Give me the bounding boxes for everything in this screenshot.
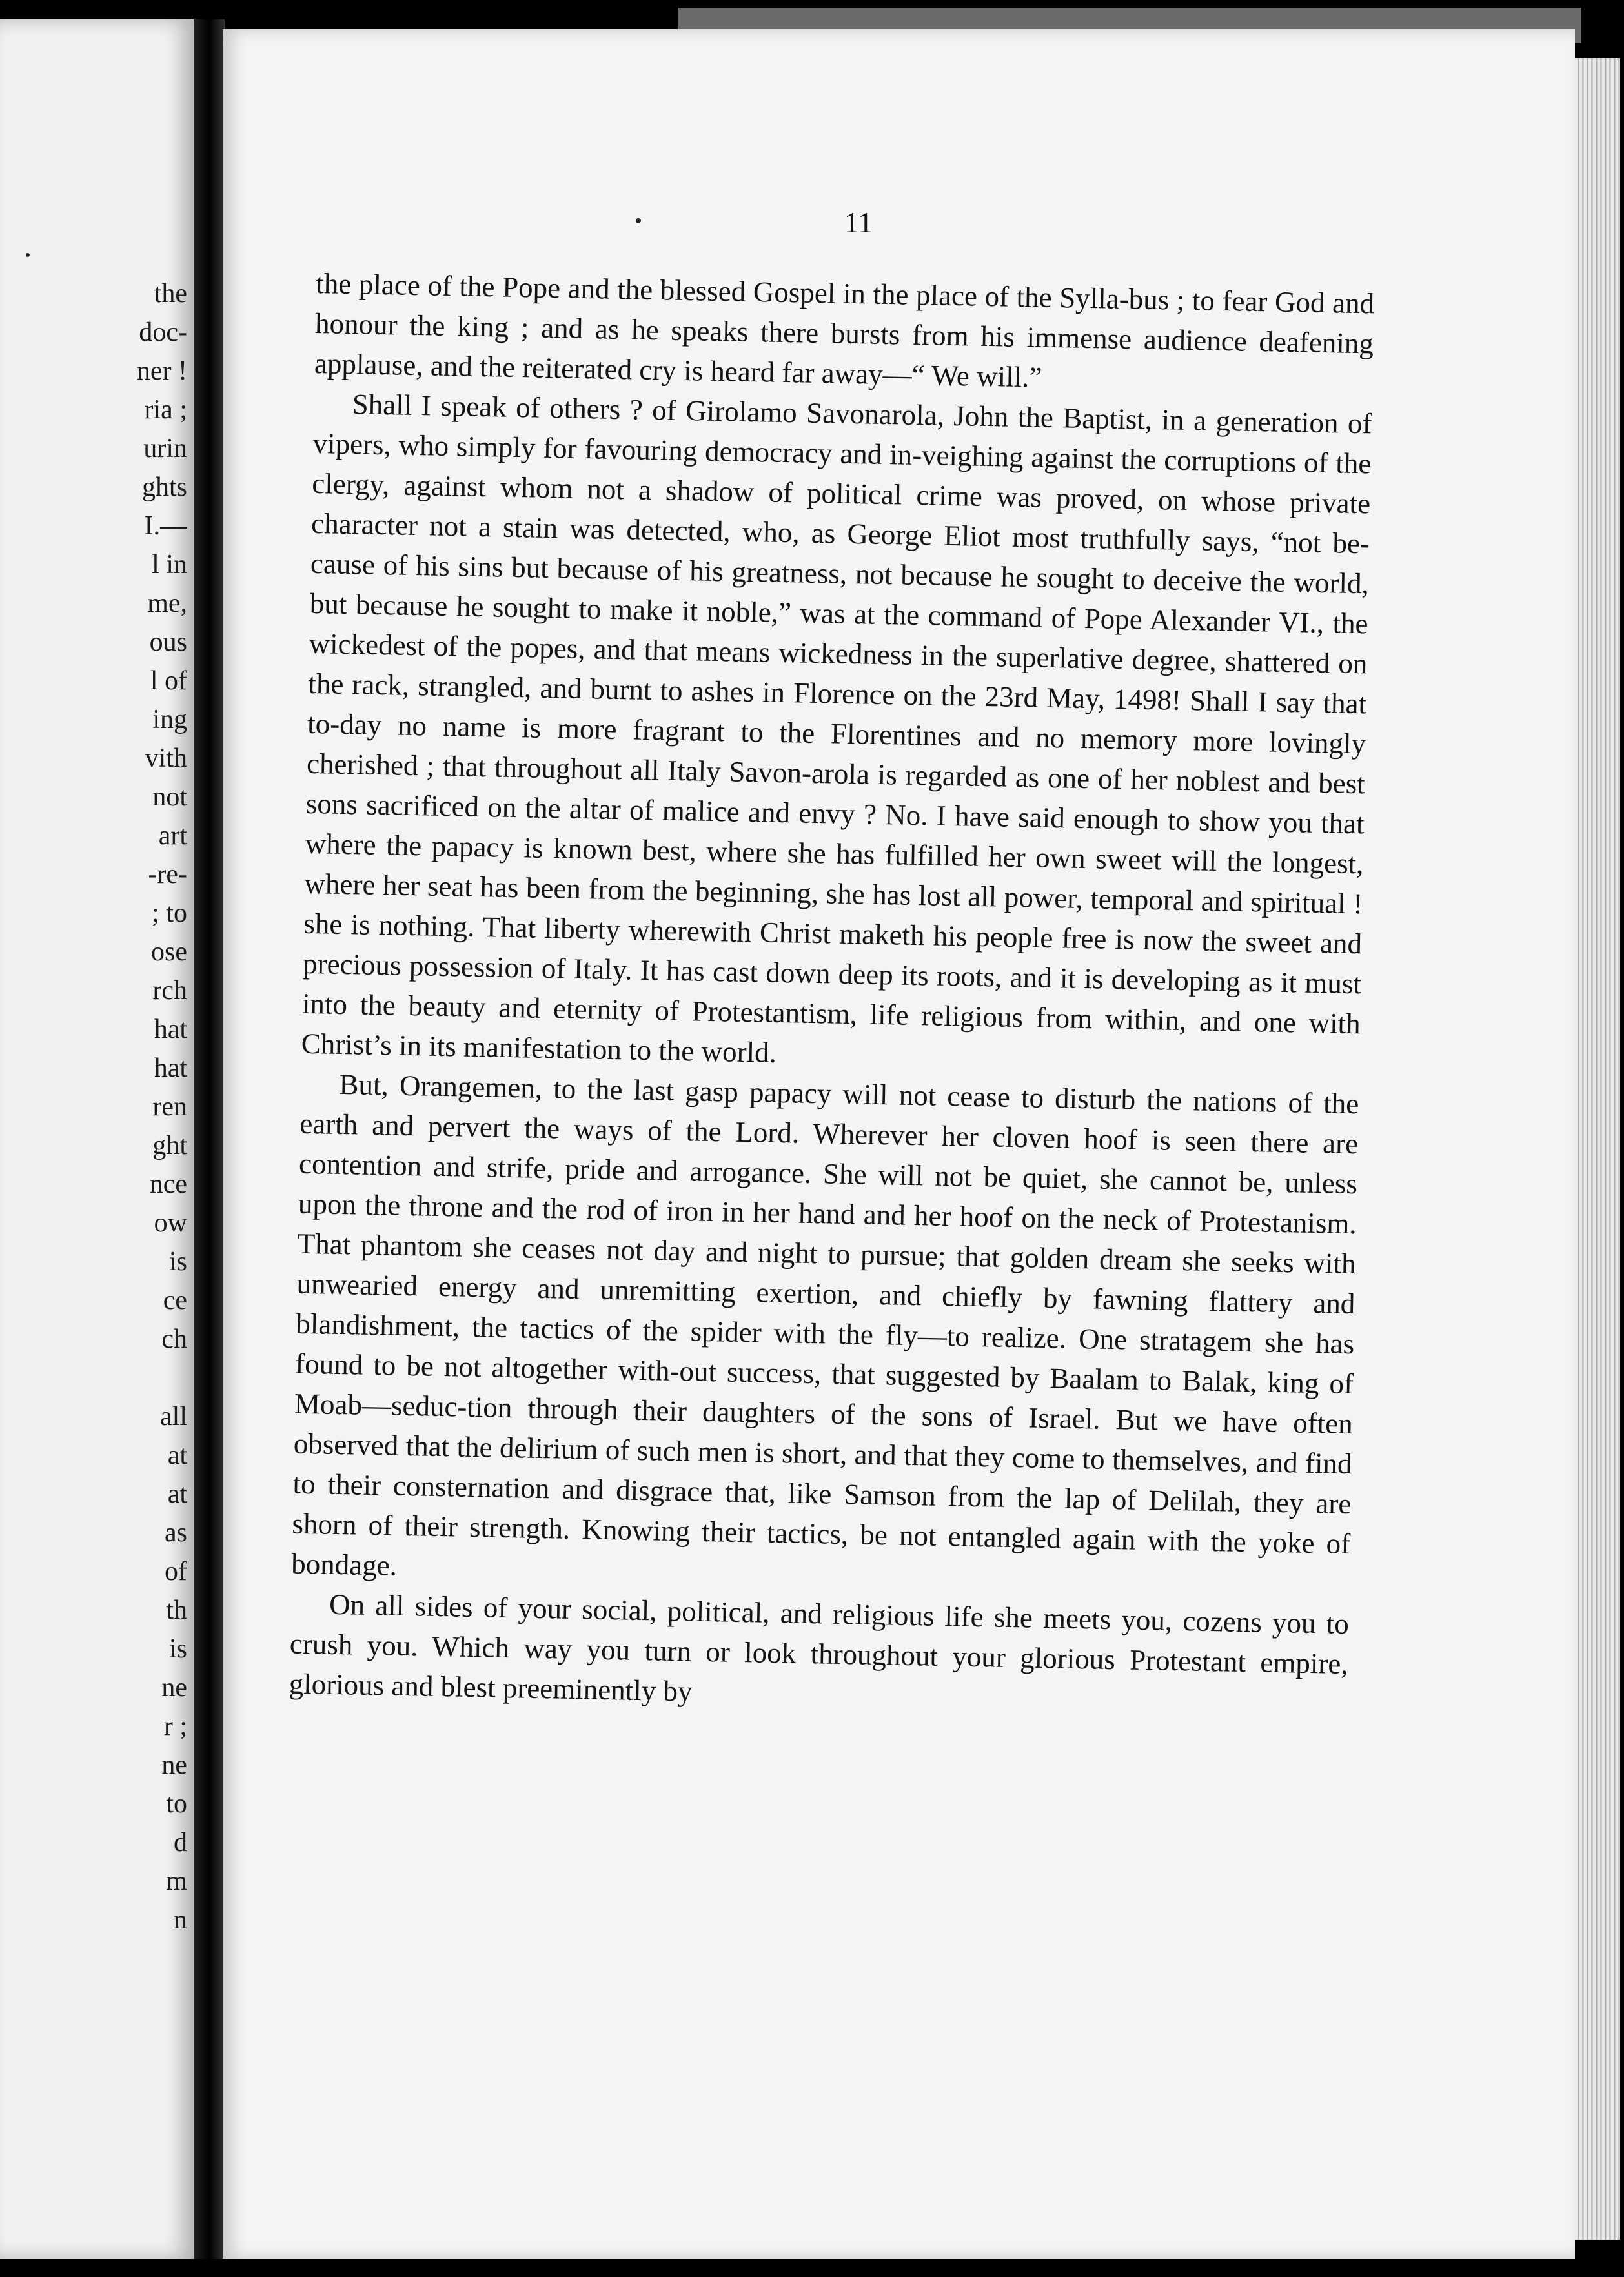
left-page-line: ous xyxy=(149,627,187,657)
left-page-line: vith xyxy=(145,744,187,773)
left-page-line: ne xyxy=(161,1750,187,1780)
left-page-line: ce xyxy=(163,1286,187,1315)
page-edges xyxy=(1575,58,1620,2240)
left-page-line: ing xyxy=(152,705,187,734)
paragraph: Shall I speak of others ? of Girolamo Savonarola, John the Baptist, in a generation of vipers, who simply for favouring democracy and in-veighing against the corruptions of the clergy, against whom not a shadow of political crime was proved, on whose private character not a stain was detected, who, as George Eliot most truthfully says, “not be-cause of his sins but because of his greatness, not because he sought to deceive the world, but because he sought to make it noble,” was at the command of Pope Alexander VI., the wickedest of the popes, and that means wickedness in the superlative degree, shattered on the rack, strangled, and burnt to ashes in Florence on the 23rd May, 1498! Shall I say that to-day no name is more fragrant to the Florentines and no memory more lovingly cherished ; that throughout all Italy Savon-arola is regarded as one of her noblest and best sons sacrificed on the altar of malice and envy ? No. I have said enough to show you that where the papacy is known best, where she has fulfilled her own sweet will the longest, where her seat has been from the beginning, she has lost all power, temporal and spiritual ! she is nothing. That liberty wherewith Christ maketh his people free is now the sweet and precious possession of Italy. It has cast down deep its roots, and it is developing as it must into the beauty and eternity of Protestantism, life religious from within, and one with Christ’s in its manifestation to the world. xyxy=(301,388,1373,1069)
left-page-line: l of xyxy=(150,666,187,696)
left-page-line: l in xyxy=(152,550,187,580)
left-page-line: me, xyxy=(147,589,187,618)
left-page-line: n xyxy=(174,1905,187,1935)
left-page-line-ends xyxy=(19,274,187,1939)
left-page-line: ne xyxy=(161,1673,187,1703)
left-page-line: at xyxy=(167,1441,187,1470)
left-page-line: ner ! xyxy=(136,356,187,386)
left-page-line: -re- xyxy=(148,860,187,889)
ink-speck xyxy=(636,218,641,223)
left-page-line: rch xyxy=(152,976,187,1006)
ink-speck xyxy=(26,253,30,257)
left-page-line: ght xyxy=(152,1131,187,1160)
left-page-line: ow xyxy=(154,1208,187,1238)
left-page-line: m xyxy=(166,1867,187,1896)
left-page-line: to xyxy=(166,1789,187,1819)
left-page-line: nce xyxy=(149,1169,187,1199)
left-page-line: ose xyxy=(151,937,187,967)
left-page-line: art xyxy=(158,821,187,851)
left-page-line: is xyxy=(168,1634,187,1664)
left-page-line: hat xyxy=(154,1015,187,1044)
left-page-line: urin xyxy=(143,434,187,463)
left-page-line: ria ; xyxy=(144,395,187,425)
left-facing-page xyxy=(0,19,194,2259)
page-number: 11 xyxy=(844,206,873,239)
left-page-line: doc- xyxy=(139,318,187,347)
left-page-line xyxy=(19,1359,187,1397)
left-page-line: hat xyxy=(154,1053,187,1083)
left-page-line: the xyxy=(154,279,187,309)
left-page-line: ren xyxy=(152,1092,187,1122)
left-page-line: ch xyxy=(161,1324,187,1354)
left-page-line: all xyxy=(160,1402,187,1432)
left-page-line: ghts xyxy=(141,472,187,502)
left-page-line: d xyxy=(174,1828,187,1857)
left-page-line: ; to xyxy=(152,898,187,928)
left-page-line: as xyxy=(165,1518,187,1548)
paragraph: On all sides of your social, political, and religious life she meets you, cozens you to crush you. Which way you turn or look throughout your glorious Protestant empire, glorious and blest preeminently by xyxy=(289,1588,1350,1708)
left-page-line: at xyxy=(167,1479,187,1509)
left-page-line: not xyxy=(152,782,187,812)
paragraph: But, Orangemen, to the last gasp papacy will not cease to disturb the nations of the earth and pervert the ways of the Lord. Wherever her cloven hoof is seen there are contention and strife, pride and arrogance. She will not be quiet, she cannot be, unless upon the throne and the rod of iron in her hand and her hoof on the neck of Protestanism. That phantom she ceases not day and night to pursue; that golden dream she seeks with unwearied energy and unremitting exertion, and chiefly by fawning flattery and blandishment, the tactics of the spider with the fly—to realize. One stratagem she has found to be not altogether with-out success, that suggested by Baalam to Balak, king of Moab—seduc-tion through their daughters of the sons of Israel. But we have often observed that the delirium of such men is short, and that they come to themselves, and find to their consternation and disgrace that, like Samson from the lap of Delilah, they are shorn of their strength. Knowing their tactics, be not entangled again with the yoke of bondage. xyxy=(290,1068,1359,1582)
left-page-line: of xyxy=(165,1557,187,1586)
book-gutter xyxy=(194,19,225,2259)
paragraph: the place of the Pope and the blessed Gospel in the place of the Sylla-bus ; to fear God and honour the king ; and as he speaks there bursts from his immense audience deafening applause, and the reiterated cry is heard far away—“ We will.” xyxy=(314,267,1375,394)
left-page-line: th xyxy=(166,1595,187,1625)
body-text xyxy=(289,263,1375,1724)
left-page-line: I.— xyxy=(144,511,187,541)
left-page-line: is xyxy=(168,1247,187,1277)
left-page-line: r ; xyxy=(163,1712,187,1741)
